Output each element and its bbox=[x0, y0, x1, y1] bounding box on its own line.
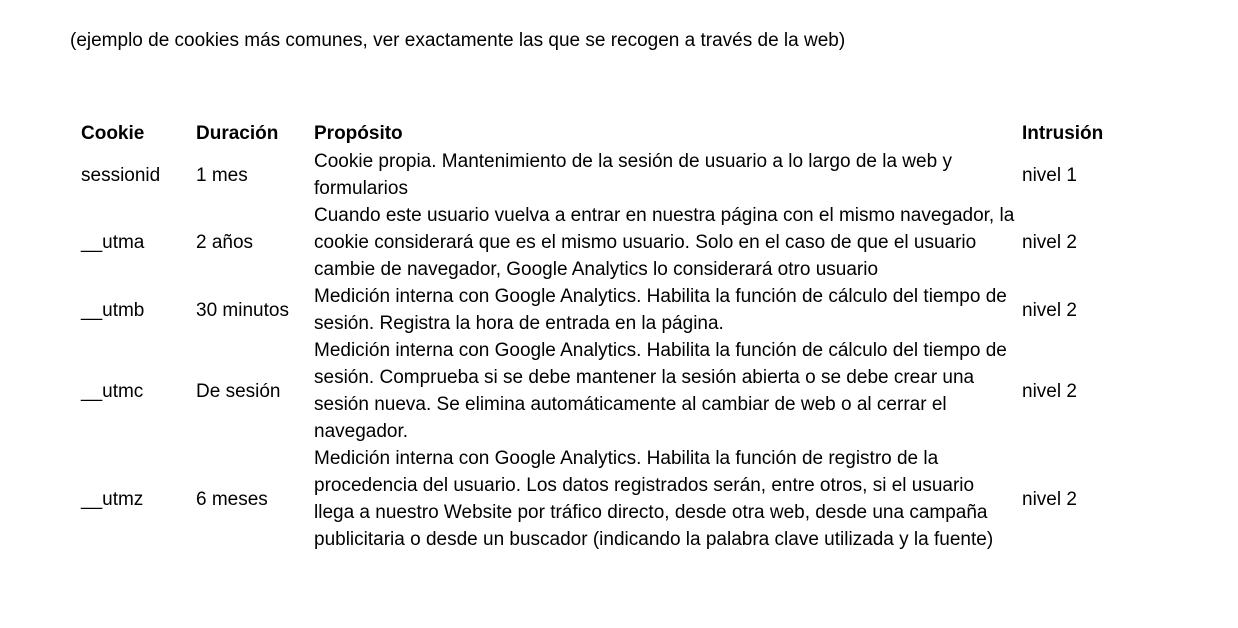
cell-duracion: 30 minutos bbox=[196, 299, 289, 321]
header-duracion: Duración bbox=[196, 122, 279, 144]
table-row bbox=[74, 148, 1154, 202]
table-row bbox=[74, 445, 1154, 553]
table-row bbox=[74, 283, 1154, 337]
cell-duracion: 6 meses bbox=[196, 488, 268, 510]
cell-proposito: Medición interna con Google Analytics. Habilita la función de cálculo del tiempo de sesión. Registra la hora de entrada en la página. bbox=[314, 286, 1007, 334]
cookies-note: (ejemplo de cookies más comunes, ver exactamente las que se recogen a través de la web) bbox=[70, 30, 846, 51]
header-cookie: Cookie bbox=[81, 122, 145, 144]
cell-duracion: 1 mes bbox=[196, 164, 248, 186]
table-header-row bbox=[74, 118, 1154, 148]
cell-cookie: __utmc bbox=[81, 380, 144, 402]
cell-intrusion: nivel 2 bbox=[1022, 232, 1077, 253]
cell-proposito: Cookie propia. Mantenimiento de la sesión de usuario a lo largo de la web y formularios bbox=[314, 151, 952, 199]
cell-cookie: __utmb bbox=[81, 299, 145, 321]
cookies-table bbox=[74, 118, 1154, 553]
table-row bbox=[74, 337, 1154, 445]
cell-intrusion: nivel 2 bbox=[1022, 488, 1077, 510]
cell-intrusion: nivel 2 bbox=[1022, 380, 1077, 402]
cell-intrusion: nivel 1 bbox=[1022, 164, 1077, 186]
header-intrusion: Intrusión bbox=[1022, 122, 1104, 144]
cell-cookie: sessionid bbox=[81, 164, 161, 186]
cell-cookie: __utma bbox=[81, 232, 145, 253]
cell-duracion: 2 años bbox=[196, 232, 254, 253]
cell-proposito: Medición interna con Google Analytics. Habilita la función de cálculo del tiempo de sesión. Comprueba si se debe mantener la sesión abierta o se debe crear una sesión nueva. Se elimina automáticamente al cambiar de web o al cerrar el navegador. bbox=[314, 340, 1007, 442]
cell-cookie: __utmz bbox=[81, 488, 144, 510]
header-proposito: Propósito bbox=[314, 122, 403, 144]
cell-intrusion: nivel 2 bbox=[1022, 299, 1077, 321]
cell-proposito: Cuando este usuario vuelva a entrar en nuestra página con el mismo navegador, la cookie considerará que es el mismo usuario. Solo en el caso de que el usuario cambie de navegador, Google Analytics lo considerará otro usuario bbox=[314, 205, 1015, 280]
cell-proposito: Medición interna con Google Analytics. Habilita la función de registro de la procedencia del usuario. Los datos registrados serán, entre otros, si el usuario llega a nuestro Website por tráfico directo, desde otra web, desde una campaña publicitaria o desde un buscador (indicando la palabra clave utilizada y la fuente) bbox=[314, 448, 994, 550]
cell-duracion: De sesión bbox=[196, 380, 281, 402]
table-row bbox=[74, 202, 1154, 283]
